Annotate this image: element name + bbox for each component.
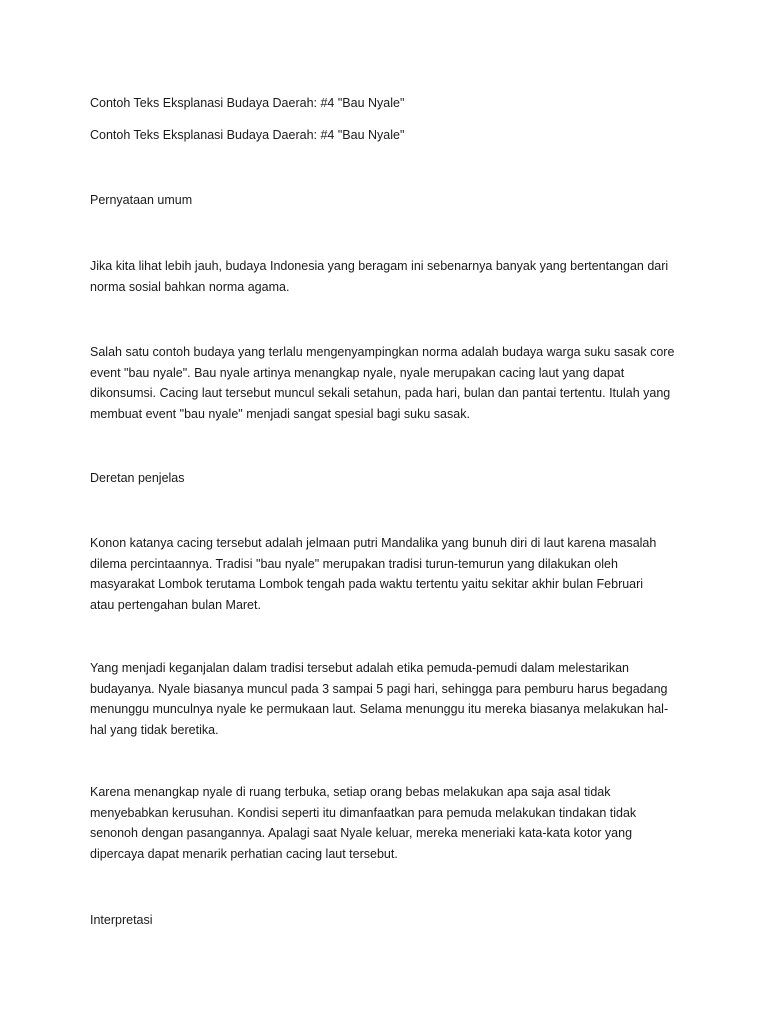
paragraph-line: atau pertengahan bulan Maret. [90, 597, 261, 612]
paragraph-line: hal yang tidak beretika. [90, 722, 219, 737]
paragraph-line: menyebabkan kerusuhan. Kondisi seperti itu dimanfaatkan para pemuda melakukan tindakan tidak [90, 805, 637, 820]
paragraph-line: membuat event "bau nyale" menjadi sangat spesial bagi suku sasak. [90, 406, 470, 421]
paragraph-3 [90, 533, 690, 615]
paragraph-1 [90, 256, 690, 297]
paragraph-line: budayanya. Nyale biasanya muncul pada 3 sampai 5 pagi hari, sehingga para pemburu harus begadang [90, 681, 668, 696]
section-heading-interpret [90, 910, 690, 931]
paragraph-line: Jika kita lihat lebih jauh, budaya Indonesia yang beragam ini sebenarnya banyak yang bertentangan dari [90, 259, 669, 273]
paragraph-line: masyarakat Lombok terutama Lombok tengah pada waktu tertentu yaitu sekitar akhir bulan Februari [90, 577, 644, 591]
paragraph-2 [90, 342, 690, 424]
section-heading-general [90, 190, 690, 211]
paragraph-line: event "bau nyale". Bau nyale artinya menangkap nyale, nyale merupakan cacing laut yang dapat [90, 365, 625, 380]
paragraph-line: Karena menangkap nyale di ruang terbuka, setiap orang bebas melakukan apa saja asal tidak [90, 785, 611, 799]
heading-line: Interpretasi [90, 913, 153, 927]
paragraph-line: Salah satu contoh budaya yang terlalu mengenyampingkan norma adalah budaya warga suku sasak core [90, 345, 675, 359]
title-line: Contoh Teks Eksplanasi Budaya Daerah: #4 "Bau Nyale" [90, 128, 405, 142]
heading-line: Deretan penjelas [90, 471, 185, 485]
paragraph-line: norma sosial bahkan norma agama. [90, 279, 290, 294]
paragraph-line: senonoh dengan pasangannya. Apalagi saat Nyale keluar, mereka meneriaki kata-kata kotor yang [90, 826, 633, 840]
section-heading-explain [90, 468, 690, 489]
paragraph-line: menunggu munculnya nyale ke permukaan laut. Selama menunggu itu mereka biasanya melakukan hal- [90, 702, 669, 716]
document-title-repeat [90, 125, 690, 146]
paragraph-line: dilema percintaannya. Tradisi "bau nyale" merupakan tradisi turun-temurun yang dilakukan oleh [90, 556, 618, 571]
document-title [90, 93, 690, 114]
paragraph-line: dipercaya dapat menarik perhatian cacing laut tersebut. [90, 846, 398, 861]
heading-line: Pernyataan umum [90, 193, 193, 207]
paragraph-4 [90, 658, 690, 740]
paragraph-5 [90, 782, 690, 864]
title-line: Contoh Teks Eksplanasi Budaya Daerah: #4 "Bau Nyale" [90, 96, 405, 110]
paragraph-line: Konon katanya cacing tersebut adalah jelmaan putri Mandalika yang bunuh diri di laut karena masalah [90, 536, 657, 550]
paragraph-line: Yang menjadi keganjalan dalam tradisi tersebut adalah etika pemuda-pemudi dalam melestarikan [90, 661, 629, 675]
paragraph-line: dikonsumsi. Cacing laut tersebut muncul sekali setahun, pada hari, bulan dan pantai tertentu. Itulah yang [90, 386, 671, 400]
